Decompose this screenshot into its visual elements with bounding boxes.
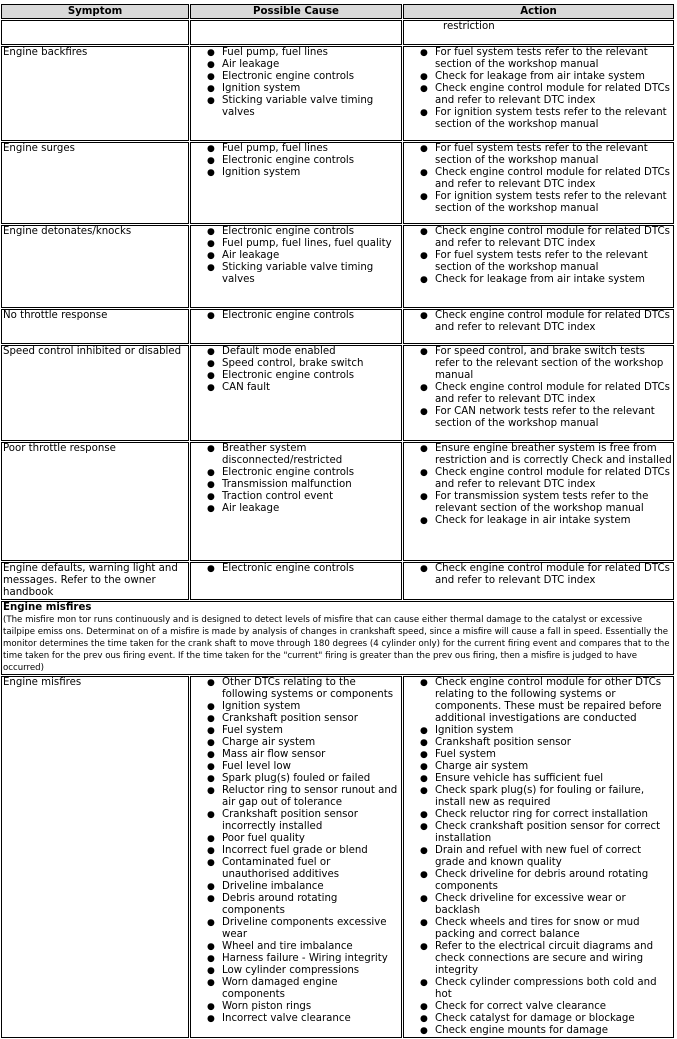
action-item: ● Check spark plug(s) for fouling or failure, install new as required: [425, 785, 672, 809]
cause-item: ● Air leakage: [212, 250, 400, 262]
action-item: ● Check cylinder compressions both cold and hot: [425, 977, 672, 1001]
header-possible-cause: Possible Cause: [190, 4, 402, 19]
section-cell: [1, 601, 674, 675]
action-cell: [403, 20, 674, 45]
action-item: ● Check engine mounts for damage: [425, 1025, 672, 1037]
cause-item: ● Sticking variable valve timing valves: [212, 262, 400, 286]
cause-item: ● Crankshaft position sensor incorrectly installed: [212, 809, 400, 833]
cause-item: ● Air leakage: [212, 59, 400, 71]
cause-cell: [190, 46, 402, 141]
action-item: ● Fuel system: [425, 749, 672, 761]
action-cell: [403, 676, 674, 1038]
cause-list: [192, 143, 400, 179]
symptom-cell: [1, 20, 189, 45]
action-item: ● Ensure vehicle has sufficient fuel: [425, 773, 672, 785]
section-row: [1, 601, 674, 675]
cause-item: ● Poor fuel quality: [212, 833, 400, 845]
cause-item: ● CAN fault: [212, 382, 400, 394]
action-item: ● Check engine control module for related DTCs and refer to relevant DTC index: [425, 467, 672, 491]
action-item: ● Check engine control module for related DTCs and refer to relevant DTC index: [425, 83, 672, 107]
cause-cell: [190, 142, 402, 224]
cause-item: ● Reluctor ring to sensor runout and air gap out of tolerance: [212, 785, 400, 809]
cause-item: ● Crankshaft position sensor: [212, 713, 400, 725]
action-item: ● Check wheels and tires for snow or mud packing and correct balance: [425, 917, 672, 941]
action-cell: [403, 46, 674, 141]
section-description: (The misfire mon tor runs continuously and is designed to detect levels of misfire that can cause either thermal damage to the catalyst or excessive tailpipe emiss ons. Determinat on of a misfire is made by analysis of changes in crankshaft speed, since a misfire will cause a fall in speed. Essentially the monitor determines the time taken for the crank shaft to move through 180 degrees (4 cylinder only) for the current firing event and compares that to the time taken for the prev ous firing event. If the time taken for the "current" firing is greater than the prev ous firing, then a misfire is judged to have occurred): [3, 615, 670, 673]
action-cell: [403, 442, 674, 561]
cause-cell: [190, 442, 402, 561]
header-row: [1, 4, 674, 19]
cause-item: ● Other DTCs relating to the following systems or components: [212, 677, 400, 701]
cause-item: ● Wheel and tire imbalance: [212, 941, 400, 953]
cause-item: ● Air leakage: [212, 503, 400, 515]
cause-item: ● Incorrect fuel grade or blend: [212, 845, 400, 857]
cause-item: ● Fuel system: [212, 725, 400, 737]
action-cell: [403, 309, 674, 344]
cause-item: ● Driveline components excessive wear: [212, 917, 400, 941]
action-cell: [403, 345, 674, 441]
symptom-cell: Engine surges: [1, 142, 189, 224]
cause-item: ● Fuel pump, fuel lines, fuel quality: [212, 238, 400, 250]
table-body: [1, 20, 674, 1038]
action-item: ● For ignition system tests refer to the relevant section of the workshop manual: [425, 107, 672, 131]
cause-item: ● Harness failure - Wiring integrity: [212, 953, 400, 965]
table-row: [1, 309, 674, 344]
table-row: [1, 20, 674, 45]
cause-list: [192, 677, 400, 1025]
cause-item: ● Default mode enabled: [212, 346, 400, 358]
cause-item: ● Charge air system: [212, 737, 400, 749]
action-item: ● For transmission system tests refer to the relevant section of the workshop manual: [425, 491, 672, 515]
action-cell: [403, 142, 674, 224]
cause-item: ● Worn damaged engine components: [212, 977, 400, 1001]
cause-item: ● Ignition system: [212, 167, 400, 179]
diagnostic-table: [0, 3, 675, 1039]
cause-item: ● Electronic engine controls: [212, 155, 400, 167]
action-item: ● Charge air system: [425, 761, 672, 773]
cause-list: [192, 226, 400, 286]
action-item: ● Check engine control module for related DTCs and refer to relevant DTC index: [425, 382, 672, 406]
action-item: ● Check engine control module for related DTCs and refer to relevant DTC index: [425, 167, 672, 191]
table-row: [1, 225, 674, 308]
action-item: ● Check engine control module for related DTCs and refer to relevant DTC index: [425, 563, 672, 587]
cause-cell: [190, 676, 402, 1038]
action-item: ● Refer to the electrical circuit diagrams and check connections are secure and wiring integrity: [425, 941, 672, 977]
cause-item: ● Worn piston rings: [212, 1001, 400, 1013]
cause-cell: [190, 345, 402, 441]
action-item: ● Check crankshaft position sensor for correct installation: [425, 821, 672, 845]
action-list: [405, 310, 672, 334]
cause-list: [192, 47, 400, 119]
action-cell: [403, 225, 674, 308]
action-item: ● For fuel system tests refer to the relevant section of the workshop manual: [425, 250, 672, 274]
action-item: ● Ensure engine breather system is free from restriction and is correctly Check and installed: [425, 443, 672, 467]
action-item: ● Check engine control module for other DTCs relating to the following systems or components. These must be repaired before additional investigations are conducted: [425, 677, 672, 725]
symptom-cell: Engine detonates/knocks: [1, 225, 189, 308]
action-list: [405, 443, 672, 527]
action-item: ● Check engine control module for related DTCs and refer to relevant DTC index: [425, 310, 672, 334]
action-item: ● For CAN network tests refer to the relevant section of the workshop manual: [425, 406, 672, 430]
symptom-cell: Poor throttle response: [1, 442, 189, 561]
cause-item: ● Electronic engine controls: [212, 563, 400, 575]
action-continuation: restriction: [443, 21, 495, 32]
action-item: ● Check catalyst for damage or blockage: [425, 1013, 672, 1025]
section-title: Engine misfires: [3, 602, 92, 613]
action-list: [405, 143, 672, 215]
cause-list: [192, 310, 400, 322]
action-item: ● For fuel system tests refer to the relevant section of the workshop manual: [425, 47, 672, 71]
cause-item: ● Debris around rotating components: [212, 893, 400, 917]
cause-item: ● Electronic engine controls: [212, 310, 400, 322]
cause-item: ● Electronic engine controls: [212, 226, 400, 238]
cause-item: ● Traction control event: [212, 491, 400, 503]
action-item: ● Check engine control module for related DTCs and refer to relevant DTC index: [425, 226, 672, 250]
cause-item: ● Breather system disconnected/restricted: [212, 443, 400, 467]
action-list: [405, 563, 672, 587]
symptom-cell: Engine backfires: [1, 46, 189, 141]
cause-item: ● Incorrect valve clearance: [212, 1013, 400, 1025]
cause-list: [192, 563, 400, 575]
cause-item: ● Electronic engine controls: [212, 467, 400, 479]
cause-cell: [190, 562, 402, 600]
action-item: ● Check driveline for excessive wear or backlash: [425, 893, 672, 917]
action-item: ● Check for leakage in air intake system: [425, 515, 672, 527]
action-item: ● Drain and refuel with new fuel of correct grade and known quality: [425, 845, 672, 869]
cause-item: ● Fuel level low: [212, 761, 400, 773]
action-list: [405, 346, 672, 430]
cause-item: ● Spark plug(s) fouled or failed: [212, 773, 400, 785]
cause-item: ● Speed control, brake switch: [212, 358, 400, 370]
symptom-cell: Engine defaults, warning light and messages. Refer to the owner handbook: [1, 562, 189, 600]
action-list: [405, 47, 672, 131]
cause-item: ● Low cylinder compressions: [212, 965, 400, 977]
cause-item: ● Driveline imbalance: [212, 881, 400, 893]
symptom-cell: Engine misfires: [1, 676, 189, 1038]
action-item: ● Ignition system: [425, 725, 672, 737]
action-item: ● Crankshaft position sensor: [425, 737, 672, 749]
action-item: ● For speed control, and brake switch tests refer to the relevant section of the workshop manual: [425, 346, 672, 382]
table-row: [1, 676, 674, 1038]
table-row: [1, 46, 674, 141]
action-item: ● For fuel system tests refer to the relevant section of the workshop manual: [425, 143, 672, 167]
cause-cell: [190, 309, 402, 344]
cause-item: ● Fuel pump, fuel lines: [212, 47, 400, 59]
cause-item: ● Electronic engine controls: [212, 370, 400, 382]
action-cell: [403, 562, 674, 600]
table-row: [1, 345, 674, 441]
cause-item: ● Ignition system: [212, 83, 400, 95]
table-row: [1, 442, 674, 561]
symptom-cell: Speed control inhibited or disabled: [1, 345, 189, 441]
action-item: ● Check for leakage from air intake system: [425, 274, 672, 286]
action-list: [405, 677, 672, 1037]
cause-item: ● Fuel pump, fuel lines: [212, 143, 400, 155]
header-symptom: Symptom: [1, 4, 189, 19]
action-item: ● For ignition system tests refer to the relevant section of the workshop manual: [425, 191, 672, 215]
cause-item: ● Ignition system: [212, 701, 400, 713]
cause-item: ● Transmission malfunction: [212, 479, 400, 491]
cause-item: ● Mass air flow sensor: [212, 749, 400, 761]
header-action: Action: [403, 4, 674, 19]
table-row: [1, 562, 674, 600]
cause-list: [192, 346, 400, 394]
action-item: ● Check reluctor ring for correct installation: [425, 809, 672, 821]
cause-list: [192, 443, 400, 515]
action-list: [405, 226, 672, 286]
table-row: [1, 142, 674, 224]
action-item: ● Check for correct valve clearance: [425, 1001, 672, 1013]
action-item: ● Check driveline for debris around rotating components: [425, 869, 672, 893]
cause-cell: [190, 20, 402, 45]
cause-item: ● Contaminated fuel or unauthorised additives: [212, 857, 400, 881]
action-item: ● Check for leakage from air intake system: [425, 71, 672, 83]
cause-item: ● Electronic engine controls: [212, 71, 400, 83]
cause-item: ● Sticking variable valve timing valves: [212, 95, 400, 119]
cause-cell: [190, 225, 402, 308]
symptom-cell: No throttle response: [1, 309, 189, 344]
